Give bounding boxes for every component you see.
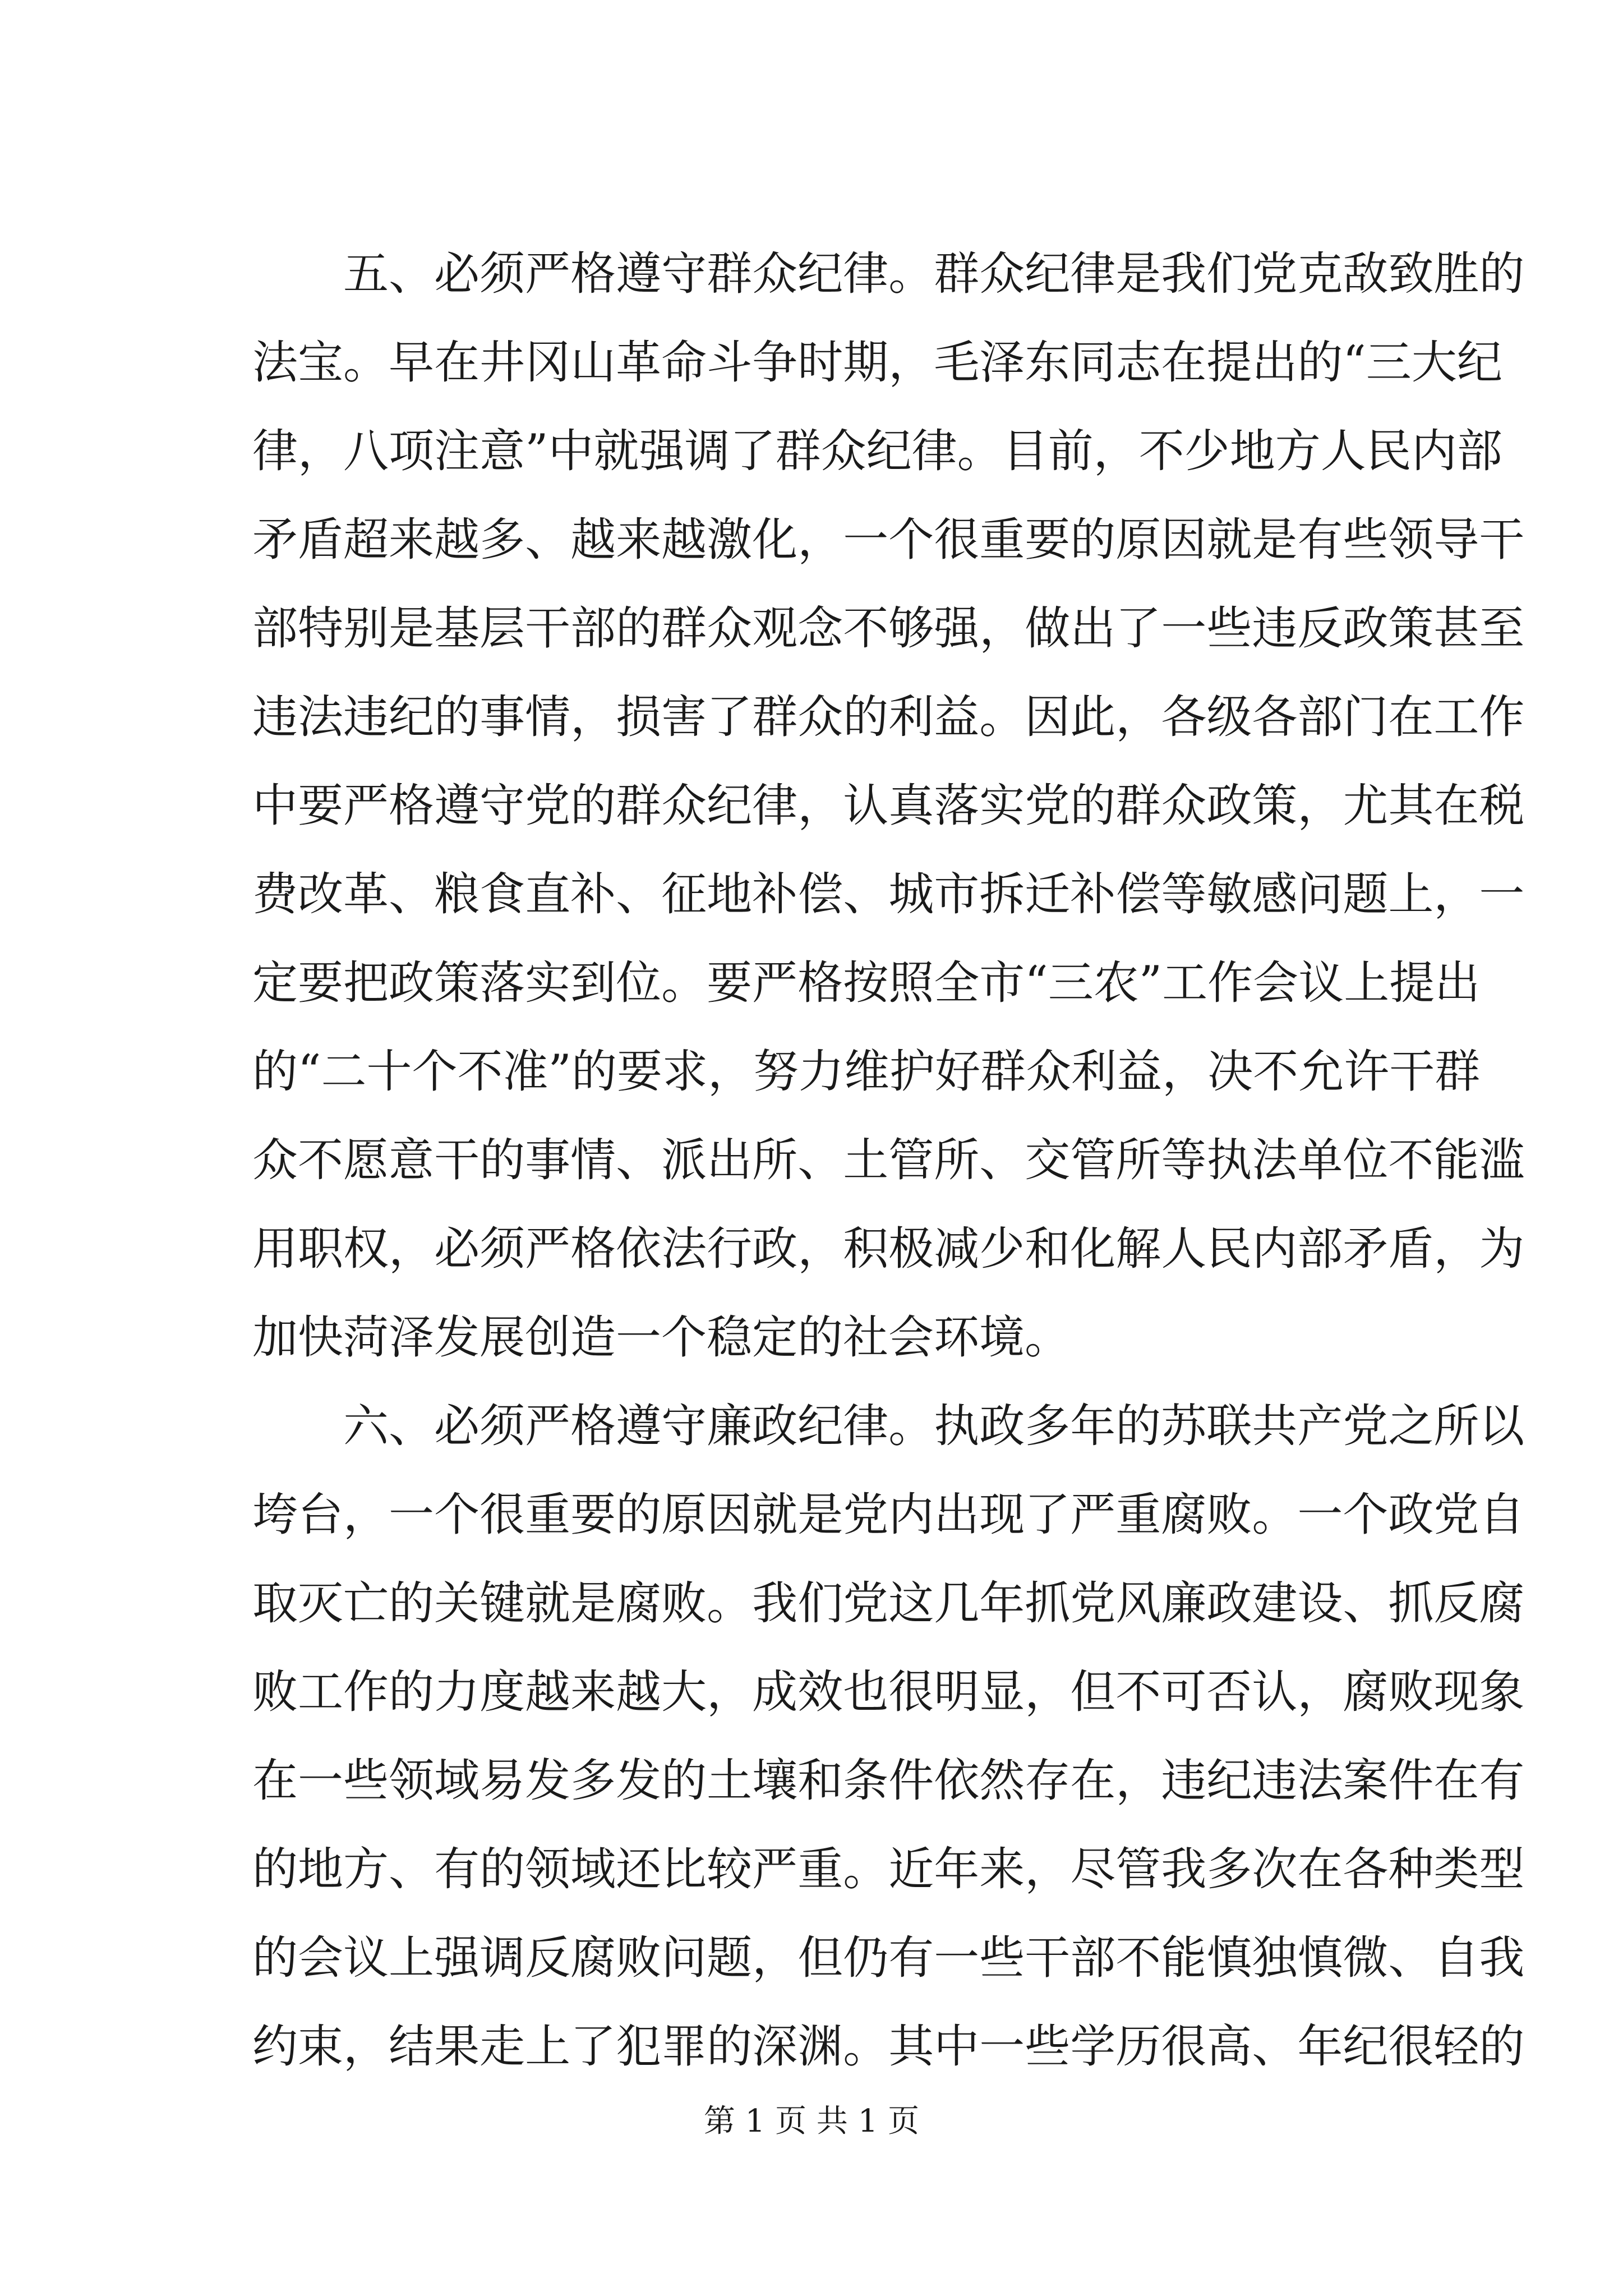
text-line: 约 束 ， 结 果 走 上 了 犯 罪 的 深 渊 。 其 中 一 些 学 历 很 高 、 年 纪 很 轻 的: [252, 2021, 1525, 2073]
text-line: 律 ， 八 项 注 意 ” 中 就 强 调 了 群 众 纪 律 。 目 前 ， 不 少 地 方 人 民 内 部: [252, 425, 1502, 478]
text-line: 在 一 些 领 域 易 发 多 发 的 土 壤 和 条 件 依 然 存 在 ， 违 纪 违 法 案 件 在 有: [252, 1755, 1525, 1807]
text-line: 的 “ 二 十 个 不 准 ” 的 要 求 ， 努 力 维 护 好 群 众 利 益 ， 决 不 允 许 干 群: [252, 1046, 1481, 1098]
text-line: 用 职 权 ， 必 须 严 格 依 法 行 政 ， 积 极 减 少 和 化 解 人 民 内 部 矛 盾 ， 为: [252, 1223, 1525, 1276]
text-line: 法 宝 。 早 在 井 冈 山 革 命 斗 争 时 期 ， 毛 泽 东 同 志 在 提 出 的 “ 三 大 纪: [252, 337, 1502, 389]
text-line: 败 工 作 的 力 度 越 来 越 大 ， 成 效 也 很 明 显 ， 但 不 可 否 认 ， 腐 败 现 象: [252, 1666, 1525, 1719]
text-line: 违 法 违 纪 的 事 情 ， 损 害 了 群 众 的 利 益 。 因 此 ， 各 级 各 部 门 在 工 作: [252, 691, 1525, 744]
text-line: 的 地 方 、 有 的 领 域 还 比 较 严 重 。 近 年 来 ， 尽 管 我 多 次 在 各 种 类 型: [252, 1843, 1525, 1896]
text-line: 部 特 别 是 基 层 干 部 的 群 众 观 念 不 够 强 ， 做 出 了 一 些 违 反 政 策 甚 至: [252, 602, 1525, 655]
text-line: 的 会 议 上 强 调 反 腐 败 问 题 ， 但 仍 有 一 些 干 部 不 能 慎 独 慎 微 、 自 我: [252, 1932, 1525, 1985]
body-text: [252, 230, 1525, 2091]
page-footer: 第 1 页 共 1 页: [703, 2103, 920, 2139]
text-line: 众 不 愿 意 干 的 事 情 、 派 出 所 、 土 管 所 、 交 管 所 等 执 法 单 位 不 能 滥: [252, 1134, 1525, 1187]
text-line: 矛 盾 超 来 越 多 、 越 来 越 激 化 ， 一 个 很 重 要 的 原 因 就 是 有 些 领 导 干: [252, 514, 1525, 567]
text-line: 五 、 必 须 严 格 遵 守 群 众 纪 律 。 群 众 纪 律 是 我 们 党 克 敌 致 胜 的: [343, 248, 1525, 301]
text-line: 加快菏泽发展创造一个稳定的社会环境。: [252, 1312, 1071, 1364]
text-line: 中 要 严 格 遵 守 党 的 群 众 纪 律 ， 认 真 落 实 党 的 群 众 政 策 ， 尤 其 在 税: [252, 780, 1525, 832]
text-line: 定 要 把 政 策 落 实 到 位 。 要 严 格 按 照 全 市 “ 三 农 ” 工 作 会 议 上 提 出: [252, 957, 1481, 1010]
text-line: 垮 台 ， 一 个 很 重 要 的 原 因 就 是 党 内 出 现 了 严 重 腐 败 。 一 个 政 党 自: [252, 1489, 1525, 1542]
text-line: 取 灭 亡 的 关 键 就 是 腐 败 。 我 们 党 这 几 年 抓 党 风 廉 政 建 设 、 抓 反 腐: [252, 1577, 1525, 1630]
text-line: 六 、 必 须 严 格 遵 守 廉 政 纪 律 。 执 政 多 年 的 苏 联 共 产 党 之 所 以: [343, 1400, 1525, 1453]
text-line: 费 改 革 、 粮 食 直 补 、 征 地 补 偿 、 城 市 拆 迁 补 偿 等 敏 感 问 题 上 ， 一: [252, 868, 1525, 921]
